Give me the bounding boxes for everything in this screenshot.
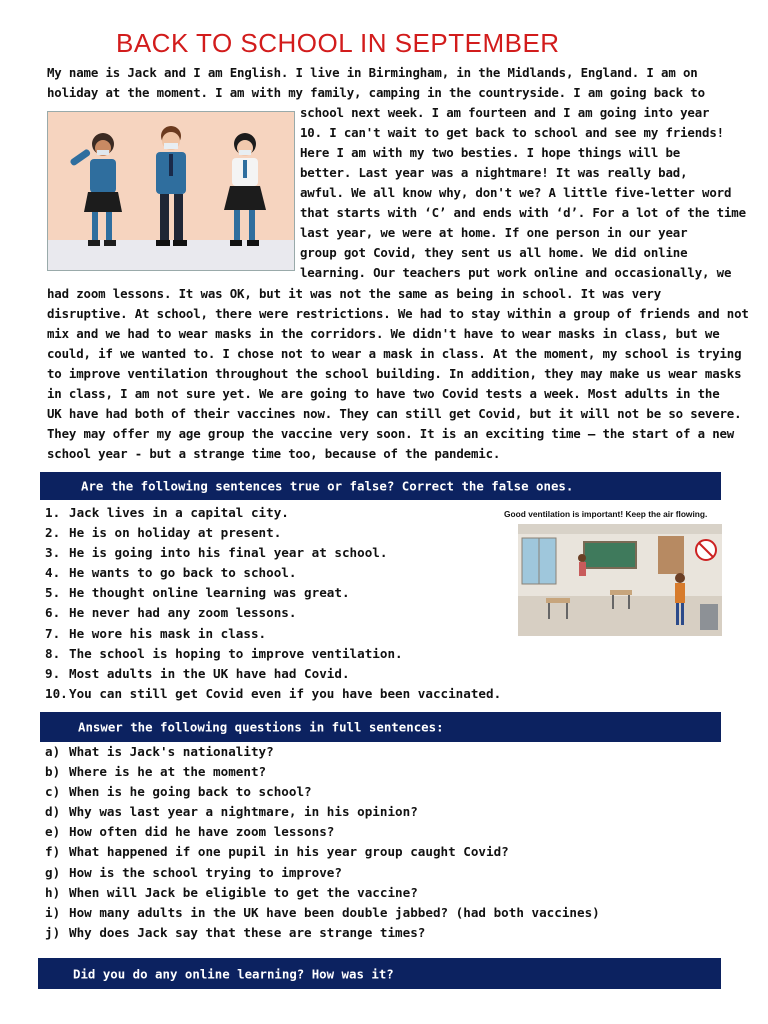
passage-line: school next week. I am fourteen and I am going into year (300, 105, 710, 120)
students-illustration (47, 111, 295, 271)
passage-line: disruptive. At school, there were restrictions. We had to stay within a group of friends and not (47, 306, 749, 321)
passage-line: group got Covid, they sent us all home. We did online (300, 245, 688, 260)
list-item: i) How many adults in the UK have been double jabbed? (had both vaccines) (45, 904, 600, 920)
list-item: c) When is he going back to school? (45, 784, 312, 800)
passage-line: awful. We all know why, don't we? A little five-letter word (300, 185, 732, 200)
passage-line: that starts with ‘C’ and ends with ‘d’. For a lot of the time (300, 205, 746, 220)
list-item: 5. He thought online learning was great. (45, 585, 350, 601)
passage-line: had zoom lessons. It was OK, but it was not the same as being in school. It was very (47, 286, 662, 301)
classroom-illustration (518, 524, 722, 636)
passage-line: could, if we wanted to. I chose not to wear a mask in class. At the moment, my school is trying (47, 346, 742, 361)
list-item: 1. Jack lives in a capital city. (45, 505, 289, 520)
list-item: 8. The school is hoping to improve ventilation. (45, 645, 403, 661)
passage-line: in class, I am not sure yet. We are going to have two Covid tests a week. Most adults in the (47, 386, 720, 401)
true-false-heading-bar (40, 472, 721, 500)
list-item: g) How is the school trying to improve? (45, 864, 342, 880)
questions-list (45, 742, 600, 943)
passage-line: Here I am with my two besties. I hope things will be (300, 145, 681, 160)
image-caption: Good ventilation is important! Keep the air flowing. (504, 509, 708, 519)
list-item: 6. He never had any zoom lessons. (45, 605, 297, 621)
true-false-heading: Are the following sentences true or false? Correct the false ones. (81, 478, 574, 494)
list-item: 3. He is going into his final year at school. (45, 545, 388, 561)
questions-heading: Answer the following questions in full sentences: (78, 719, 444, 735)
list-item: a) What is Jack's nationality? (45, 744, 274, 759)
list-item: 2. He is on holiday at present. (45, 525, 282, 541)
list-item: 9. Most adults in the UK have had Covid. (45, 665, 350, 681)
list-item: f) What happened if one pupil in his year group caught Covid? (45, 844, 509, 860)
discussion-heading: Did you do any online learning? How was it? (73, 966, 394, 981)
passage-line: holiday at the moment. I am with my family, camping in the countryside. I am going back to (47, 85, 705, 100)
list-item: j) Why does Jack say that these are strange times? (45, 924, 426, 940)
list-item: 7. He wore his mask in class. (45, 625, 267, 641)
passage-line: UK have had both of their vaccines now. They can still get Covid, but it will not be so severe. (47, 406, 742, 421)
list-item: b) Where is he at the moment? (45, 764, 267, 780)
questions-heading-bar (40, 712, 721, 742)
passage-line: 10. I can't wait to get back to school and see my friends! (300, 125, 724, 140)
true-false-list (45, 503, 501, 704)
passage-line: to improve ventilation throughout the school building. In addition, they may make us wear masks (47, 366, 742, 381)
passage-line: mix and we had to wear masks in the corridors. We didn't have to wear masks in class, but we (47, 326, 720, 341)
passage-line: They may offer my age group the vaccine very soon. It is an exciting time – the start of a new (47, 426, 735, 441)
list-item: e) How often did he have zoom lessons? (45, 824, 335, 840)
list-item: h) When will Jack be eligible to get the vaccine? (45, 884, 418, 900)
passage-line: last year, we were at home. If one person in our year (300, 225, 688, 240)
list-item: 10.You can still get Covid even if you have been vaccinated. (45, 685, 502, 701)
passage-line: learning. Our teachers put work online and occasionally, we (300, 265, 732, 280)
list-item: d) Why was last year a nightmare, in his opinion? (45, 804, 418, 820)
passage-line: better. Last year was a nightmare! It was really bad, (300, 165, 688, 180)
page-title: BACK TO SCHOOL IN SEPTEMBER (116, 28, 560, 58)
list-item: 4. He wants to go back to school. (45, 565, 297, 581)
passage-line: My name is Jack and I am English. I live in Birmingham, in the Midlands, England. I am on (47, 65, 698, 80)
discussion-heading-bar (38, 958, 721, 989)
passage-line: school year - but a strange time too, because of the pandemic. (47, 446, 501, 461)
